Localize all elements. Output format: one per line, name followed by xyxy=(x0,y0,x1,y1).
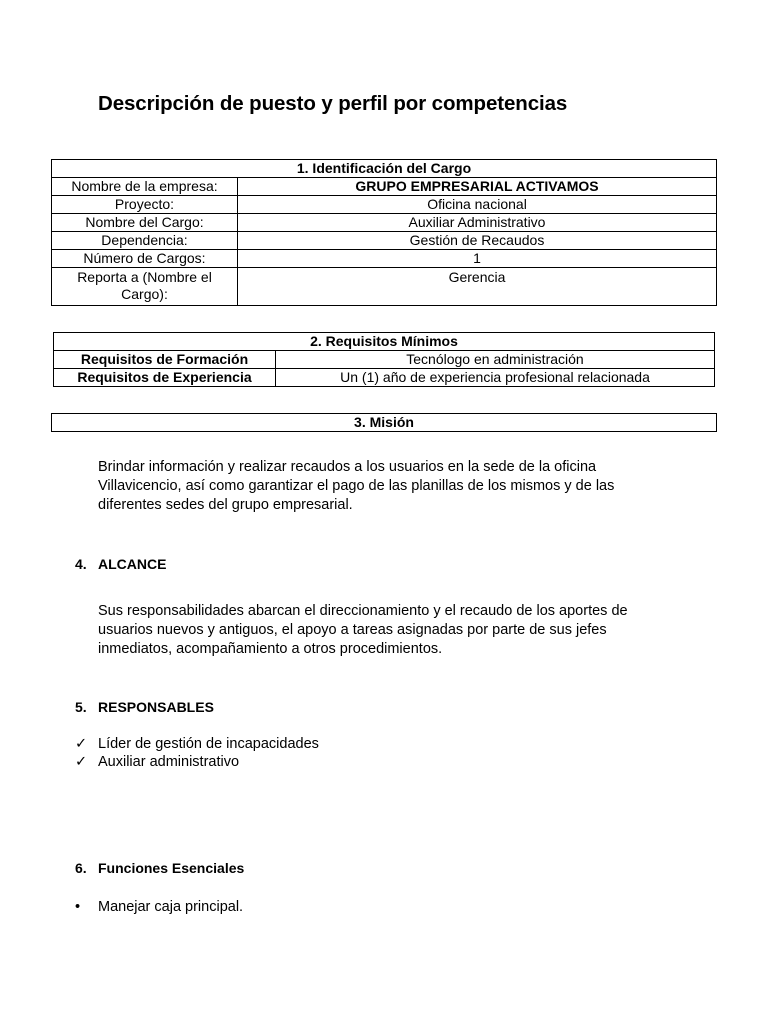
table-row xyxy=(54,351,715,369)
section-title: Funciones Esenciales xyxy=(98,860,245,876)
section-title: ALCANCE xyxy=(98,556,167,572)
requirements-table xyxy=(53,332,715,387)
bullet-icon: • xyxy=(75,899,81,915)
list-item xyxy=(75,736,319,754)
identification-table xyxy=(51,159,717,306)
table-row xyxy=(52,250,717,268)
essential-functions-heading xyxy=(75,860,244,876)
table-row xyxy=(52,268,717,306)
row-value: Oficina nacional xyxy=(238,196,717,214)
section-number: 4. xyxy=(75,556,87,572)
row-label: Nombre del Cargo: xyxy=(52,214,238,232)
row-label: Requisitos de Formación xyxy=(54,351,276,369)
section-number: 5. xyxy=(75,699,87,715)
table-row xyxy=(52,232,717,250)
checkmark-icon: ✓ xyxy=(75,753,88,770)
company-name-value: GRUPO EMPRESARIAL ACTIVAMOS xyxy=(238,178,717,196)
row-label: Número de Cargos: xyxy=(52,250,238,268)
mission-heading-table xyxy=(51,413,717,432)
table-header-row xyxy=(52,414,717,432)
section-heading: 1. Identificación del Cargo xyxy=(52,160,717,178)
row-label: Nombre de la empresa: xyxy=(52,178,238,196)
row-value: Tecnólogo en administración xyxy=(276,351,715,369)
table-header-row xyxy=(54,333,715,351)
table-row xyxy=(52,178,717,196)
section-heading: 2. Requisitos Mínimos xyxy=(54,333,715,351)
document-title: Descripción de puesto y perfil por competencias xyxy=(98,92,568,115)
table-row xyxy=(52,214,717,232)
row-value: 1 xyxy=(238,250,717,268)
list-item-text: Líder de gestión de incapacidades xyxy=(98,736,319,752)
checkmark-icon: ✓ xyxy=(75,736,88,752)
scope-text: Sus responsabilidades abarcan el direccionamiento y el recaudo de los aportes de usuarios nuevos y antiguos, el apoyo a tareas asignadas por parte de sus jefes inmediatos, acompañamiento a otros procedimientos. xyxy=(98,603,628,657)
row-value: Auxiliar Administrativo xyxy=(238,214,717,232)
table-row xyxy=(54,369,715,387)
table-row xyxy=(52,196,717,214)
table-header-row xyxy=(52,160,717,178)
scope-heading xyxy=(75,556,166,572)
list-item xyxy=(75,899,243,917)
responsibles-list xyxy=(75,736,319,771)
row-label: Reporta a (Nombre el Cargo): xyxy=(52,268,238,306)
responsibles-heading xyxy=(75,699,214,715)
row-label: Dependencia: xyxy=(52,232,238,250)
section-number: 6. xyxy=(75,860,87,876)
list-item xyxy=(75,754,319,772)
functions-list xyxy=(75,899,243,917)
row-label: Proyecto: xyxy=(52,196,238,214)
list-item-text: Auxiliar administrativo xyxy=(98,753,240,770)
row-value: Un (1) año de experiencia profesional relacionada xyxy=(276,369,715,387)
list-item-text: Manejar caja principal. xyxy=(98,899,244,915)
section-title: RESPONSABLES xyxy=(98,699,214,715)
row-label: Requisitos de Experiencia xyxy=(54,369,276,387)
section-heading: 3. Misión xyxy=(52,414,717,432)
row-value: Gerencia xyxy=(238,268,717,306)
row-value: Gestión de Recaudos xyxy=(238,232,717,250)
mission-text: Brindar información y realizar recaudos a los usuarios en la sede de la oficina Villavicencio, así como garantizar el pago de las planillas de los mismos y de las diferentes sedes del grupo empresarial. xyxy=(98,459,615,513)
